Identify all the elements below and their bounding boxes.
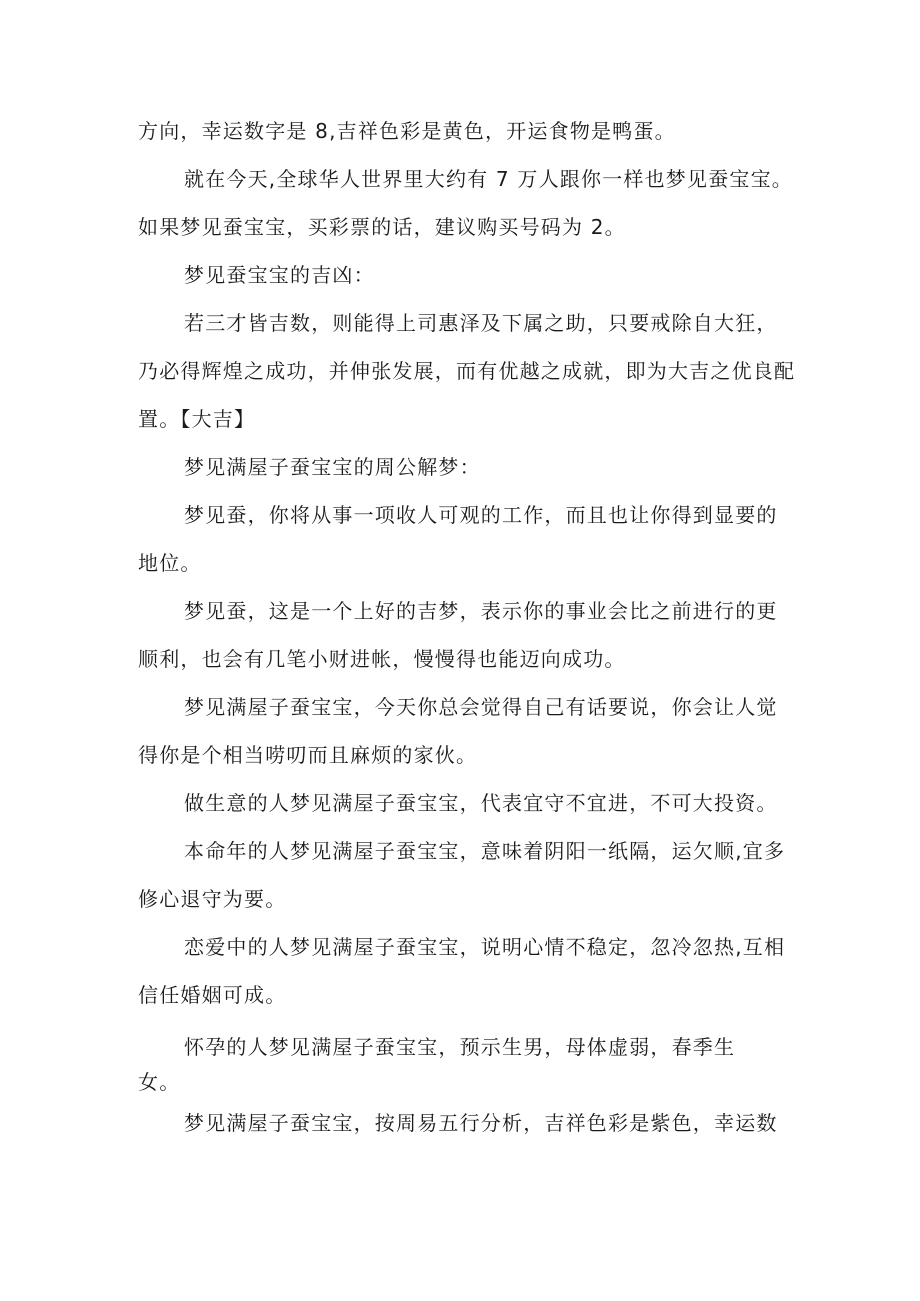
paragraph-pregnant: 怀孕的人梦见满屋子蚕宝宝，预示生男，母体虚弱，春季生女。: [138, 1035, 736, 1094]
paragraph-three-talents: 若三才皆吉数，则能得上司惠泽及下属之助，只要戒除自大狂，乃必得辉煌之成功，并伸张发展，而有优越之成就，即为大吉之优良配置。【大吉】: [138, 311, 796, 431]
paragraph-birth-year: 本命年的人梦见满屋子蚕宝宝，意味着阴阳一纸隔，运欠顺,宜多修心退守为要。: [138, 839, 786, 911]
paragraph-today-dreamers: 就在今天,全球华人世界里大约有 7 万人跟你一样也梦见蚕宝宝。如果梦见蚕宝宝，买彩票的话，建议购买号码为 2。: [138, 167, 793, 239]
paragraph-five-elements: 梦见满屋子蚕宝宝，按周易五行分析，吉祥色彩是紫色，幸运数: [184, 1111, 778, 1135]
paragraph-in-love: 恋爱中的人梦见满屋子蚕宝宝，说明心情不稳定，忽冷忽热,互相信任婚姻可成。: [138, 935, 786, 1007]
paragraph-lucky-number: 方向，幸运数字是 8,吉祥色彩是黄色，开运食物是鸭蛋。: [138, 119, 676, 143]
paragraph-business: 做生意的人梦见满屋子蚕宝宝，代表宜守不宜进，不可大投资。: [184, 791, 778, 815]
heading-zhougong: 梦见满屋子蚕宝宝的周公解梦：: [184, 455, 481, 479]
heading-fortune: 梦见蚕宝宝的吉凶：: [184, 263, 375, 287]
paragraph-talkative: 梦见满屋子蚕宝宝，今天你总会觉得自己有话要说，你会让人觉得你是个相当唠叨而且麻烦的家伙。: [138, 695, 778, 767]
paragraph-silkworm-work: 梦见蚕，你将从事一项收人可观的工作，而且也让你得到显要的地位。: [138, 503, 778, 575]
paragraph-silkworm-good-dream: 梦见蚕，这是一个上好的吉梦，表示你的事业会比之前进行的更顺利，也会有几笔小财进帐，慢慢得也能迈向成功。: [138, 599, 778, 671]
